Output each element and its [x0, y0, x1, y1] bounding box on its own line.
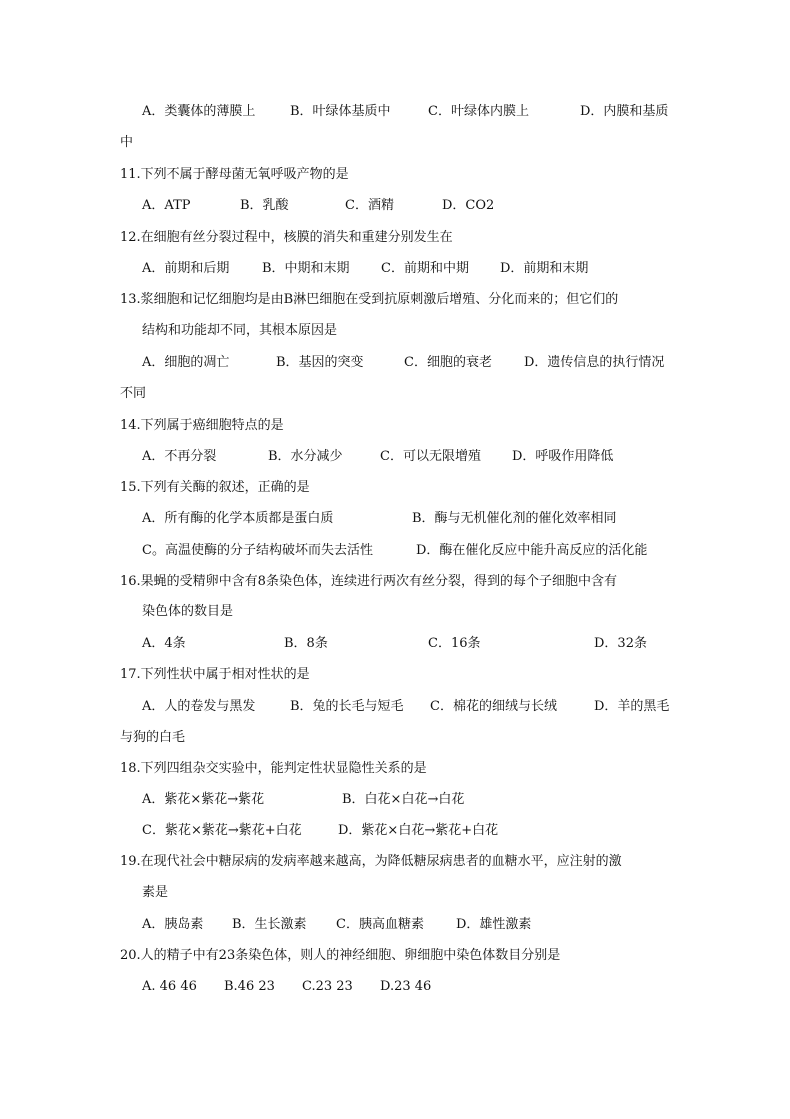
q15-stem: 15.下列有关酶的叙述，正确的是	[120, 480, 310, 495]
q15-option-a: A．所有酶的化学本质都是蛋白质	[142, 511, 334, 526]
q19-option-b: B．生长激素	[232, 917, 307, 932]
q19-option-a: A．胰岛素	[142, 917, 204, 932]
q12-option-c: C．前期和中期	[381, 261, 469, 276]
q18-option-d: D．紫花×白花→紫花+白花	[338, 823, 499, 838]
q10-option-b: B．叶绿体基质中	[290, 104, 391, 119]
q10-option-d: D．内膜和基质	[580, 104, 669, 119]
q11-option-d: D．CO2	[442, 198, 495, 213]
q18-option-c: C．紫花×紫花→紫花+白花	[142, 823, 302, 838]
q17-option-b: B．兔的长毛与短毛	[290, 699, 404, 714]
q16-option-c: C．16条	[428, 636, 481, 651]
q14-option-c: C．可以无限增殖	[380, 449, 481, 464]
q20-option-a: A. 46 46	[142, 979, 197, 994]
q13-option-c: C．细胞的衰老	[404, 355, 492, 370]
q13-option-d-wrap: 不同	[120, 386, 147, 401]
q14-option-d: D．呼吸作用降低	[512, 449, 614, 464]
q11-option-a: A．ATP	[142, 198, 191, 213]
q15-option-c: C。高温使酶的分子结构破坏而失去活性	[142, 543, 373, 558]
q11-option-c: C．酒精	[345, 198, 394, 213]
q17-option-d-wrap: 与狗的白毛	[120, 730, 186, 745]
q17-option-c: C．棉花的细绒与长绒	[430, 699, 557, 714]
q19-stem-line2: 素是	[142, 885, 169, 900]
q12-option-b: B．中期和末期	[262, 261, 350, 276]
q19-stem-line1: 19.在现代社会中糖尿病的发病率越来越高，为降低糖尿病患者的血糖水平，应注射的激	[120, 854, 622, 869]
q13-stem-line1: 13.浆细胞和记忆细胞均是由B淋巴细胞在受到抗原刺激后增殖、分化而来的；但它们的	[120, 292, 619, 307]
q16-option-b: B．8条	[284, 636, 328, 651]
q18-stem: 18.下列四组杂交实验中，能判定性状显隐性关系的是	[120, 761, 427, 776]
q14-option-b: B．水分减少	[268, 449, 343, 464]
q13-stem-line2: 结构和功能却不同，其根本原因是	[142, 323, 338, 338]
q19-option-d: D．雄性激素	[456, 917, 532, 932]
q19-option-c: C．胰高血糖素	[336, 917, 424, 932]
q13-option-a: A．细胞的凋亡	[142, 355, 230, 370]
q10-option-d-wrap: 中	[120, 135, 134, 150]
q13-option-b: B．基因的突变	[276, 355, 364, 370]
q10-option-a: A．类囊体的薄膜上	[142, 104, 256, 119]
q17-stem: 17.下列性状中属于相对性状的是	[120, 667, 310, 682]
q12-stem: 12.在细胞有丝分裂过程中，核膜的消失和重建分别发生在	[120, 230, 453, 245]
q10-option-c: C．叶绿体内膜上	[428, 104, 529, 119]
q15-option-b: B．酶与无机催化剂的催化效率相同	[412, 511, 617, 526]
q17-option-a: A．人的卷发与黑发	[142, 699, 256, 714]
q12-option-d: D．前期和末期	[500, 261, 589, 276]
q17-option-d: D．羊的黑毛	[594, 699, 670, 714]
q20-option-b: B.46 23	[224, 979, 275, 994]
q20-option-d: D.23 46	[380, 979, 432, 994]
q16-option-a: A．4条	[142, 636, 186, 651]
q14-stem: 14.下列属于癌细胞特点的是	[120, 418, 284, 433]
q15-option-d: D．酶在催化反应中能升高反应的活化能	[416, 543, 648, 558]
q16-option-d: D．32条	[594, 636, 647, 651]
q16-stem-line2: 染色体的数目是	[142, 604, 234, 619]
q18-option-a: A．紫花×紫花→紫花	[142, 792, 265, 807]
q18-option-b: B．白花×白花→白花	[342, 792, 465, 807]
q20-option-c: C.23 23	[302, 979, 353, 994]
q13-option-d: D．遗传信息的执行情况	[524, 355, 665, 370]
q14-option-a: A．不再分裂	[142, 449, 217, 464]
q16-stem-line1: 16.果蝇的受精卵中含有8条染色体，连续进行两次有丝分裂，得到的每个子细胞中含有	[120, 574, 617, 589]
q11-option-b: B．乳酸	[240, 198, 289, 213]
q11-stem: 11.下列不属于酵母菌无氧呼吸产物的是	[120, 167, 349, 182]
q20-stem: 20.人的精子中有23条染色体，则人的神经细胞、卵细胞中染色体数目分别是	[120, 948, 561, 963]
q12-option-a: A．前期和后期	[142, 261, 230, 276]
